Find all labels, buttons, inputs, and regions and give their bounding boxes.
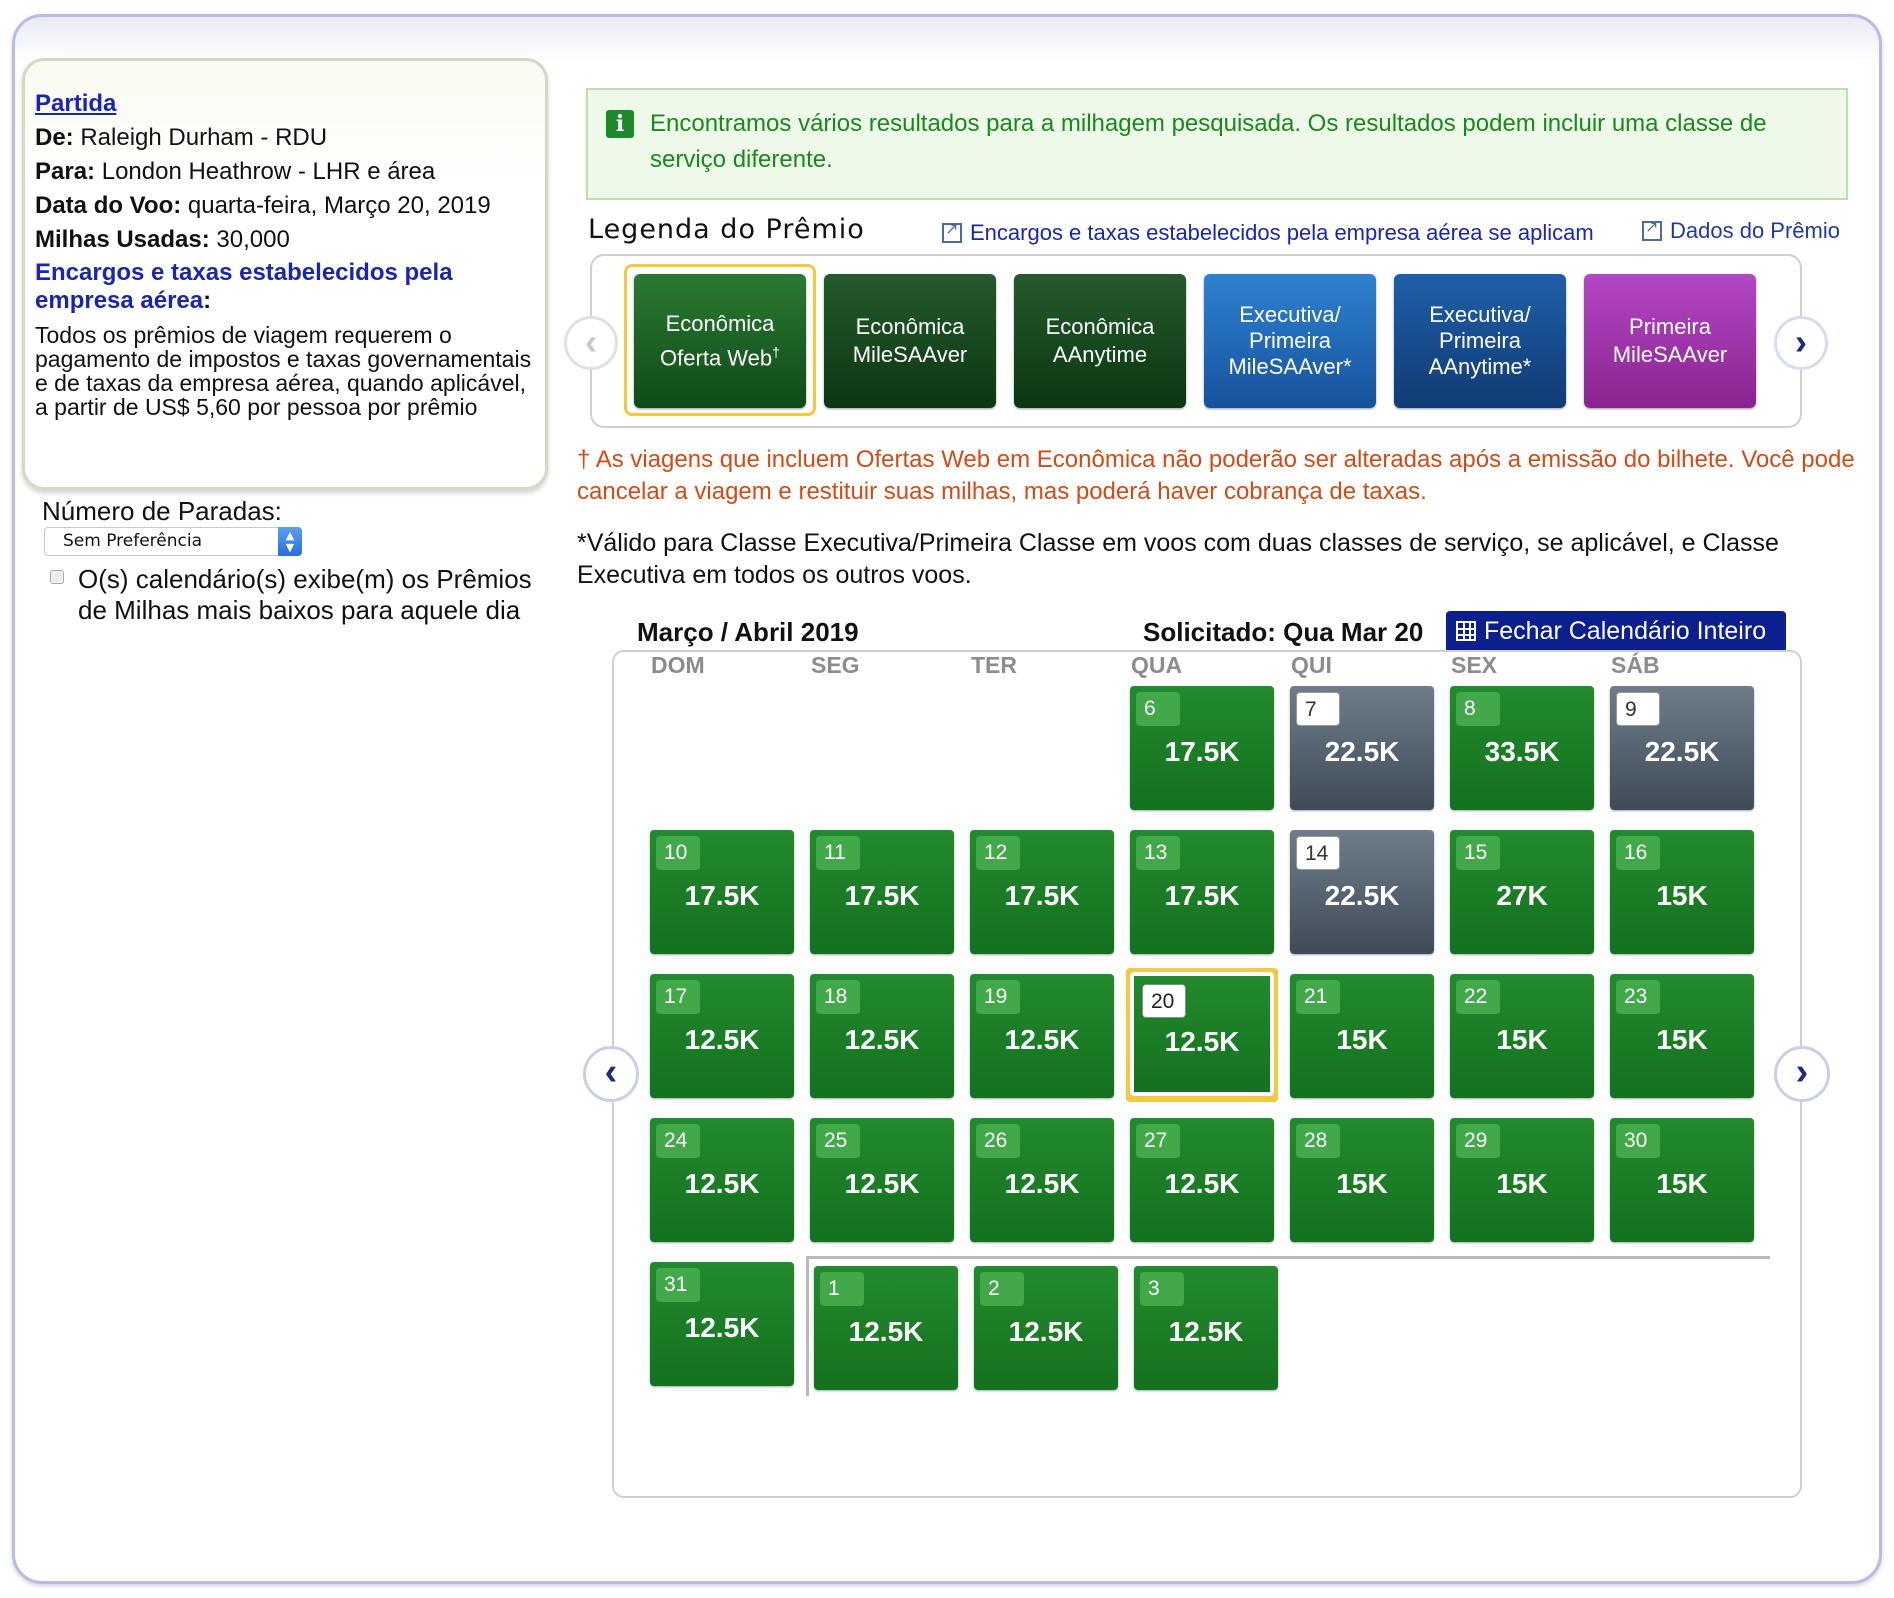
day-miles: 12.5K [844,1168,920,1199]
calendar-day[interactable] [974,1266,1118,1390]
legend-prev-button[interactable] [564,316,618,370]
trip-summary-box [22,58,548,490]
day-number: 8 [1456,692,1500,726]
day-number: 17 [656,980,700,1014]
chevron-right-icon: › [1795,1051,1809,1093]
day-miles: 12.5K [1168,1316,1244,1347]
day-miles: 12.5K [1164,1026,1240,1057]
day-number: 19 [976,980,1020,1014]
day-number: 16 [1616,836,1660,870]
day-miles: 12.5K [684,1312,760,1343]
day-miles: 15K [1496,1024,1548,1055]
award-data-link-text: Dados do Prêmio [1670,218,1840,243]
calendar-day[interactable] [650,974,794,1098]
calendar-day[interactable] [970,830,1114,954]
day-number: 7 [1296,692,1340,726]
day-number: 29 [1456,1124,1500,1158]
award-line: Primeira [1249,328,1331,353]
day-miles: 17.5K [1164,736,1240,767]
day-miles: 12.5K [848,1316,924,1347]
day-miles: 22.5K [1324,736,1400,767]
award-first-milesaaver[interactable] [1584,274,1756,408]
day-number: 26 [976,1124,1020,1158]
stops-selected-value: Sem Preferência [63,531,203,551]
award-economy-web-offer[interactable] [634,274,806,408]
award-line: Econômica [855,314,965,339]
calendar-day[interactable] [814,1266,958,1390]
to-value: London Heathrow - LHR e área [101,158,436,185]
fees-apply-link-text: Encargos e taxas estabelecidos pela empresa aérea se aplicam [970,220,1594,245]
award-line: MileSAAver* [1228,354,1352,379]
weekday-header: DOM [651,652,705,678]
miles-row [35,223,535,257]
calendar-day[interactable] [1610,830,1754,954]
day-number: 12 [976,836,1020,870]
day-number: 21 [1296,980,1340,1014]
day-miles: 12.5K [1004,1168,1080,1199]
day-number: 1 [820,1272,864,1306]
day-number: 9 [1616,692,1660,726]
stops-label: Número de Paradas: [42,496,282,526]
award-line-text: Oferta Web [660,345,773,371]
day-number: 28 [1296,1124,1340,1158]
day-number: 31 [656,1268,700,1302]
day-number: 14 [1296,836,1340,870]
calendar-next-button[interactable] [1774,1046,1830,1102]
chevron-left-icon: ‹ [604,1051,618,1093]
day-miles: 17.5K [1004,880,1080,911]
day-number: 3 [1140,1272,1184,1306]
from-label: De: [35,124,74,151]
calendar-day[interactable] [1610,686,1754,810]
day-miles: 12.5K [1164,1168,1240,1199]
calendar-day[interactable] [1450,974,1594,1098]
to-label: Para: [35,158,96,185]
legend-next-button[interactable] [1774,316,1828,370]
weekday-header: TER [971,652,1017,678]
day-number: 2 [980,1272,1024,1306]
calendar-month-title: Março / Abril 2019 [637,617,859,647]
calendar-day[interactable] [970,1118,1114,1242]
weekday-header: QUA [1131,652,1183,678]
day-number: 24 [656,1124,700,1158]
day-number: 30 [1616,1124,1660,1158]
miles-label: Milhas Usadas: [35,226,210,253]
class-validity-note: *Válido para Classe Executiva/Primeira Classe em voos com duas classes de serviço, se aplicável, e Classe Executiva em todos os outros voos. [577,529,1779,589]
day-miles: 17.5K [844,880,920,911]
day-miles: 12.5K [1008,1316,1084,1347]
date-label: Data do Voo: [35,192,182,219]
calendar-day[interactable] [1450,1118,1594,1242]
calendar-day[interactable] [810,974,954,1098]
day-miles: 15K [1496,1168,1548,1199]
award-line: Executiva/ [1429,302,1531,327]
day-number: 20 [1142,984,1186,1018]
calendar-prev-button[interactable] [583,1046,639,1102]
from-value: Raleigh Durham - RDU [80,124,328,151]
day-miles: 12.5K [684,1168,760,1199]
calendar-note-checkbox[interactable] [50,570,64,584]
calendar-grid-icon [1456,621,1476,641]
calendar-day[interactable] [810,1118,954,1242]
date-row [35,189,535,223]
calendar-day[interactable] [1290,830,1434,954]
award-line: AAnytime [1052,342,1148,367]
award-line: Econômica [1045,314,1155,339]
calendar-day[interactable] [650,1262,794,1386]
day-miles: 15K [1336,1024,1388,1055]
chevron-right-icon: › [1795,321,1807,362]
award-line: Primeira [1629,314,1711,339]
calendar-day[interactable] [1610,1118,1754,1242]
day-miles: 12.5K [1004,1024,1080,1055]
weekday-header: SEG [811,652,860,678]
day-number: 6 [1136,692,1180,726]
calendar-day[interactable] [1290,1118,1434,1242]
fees-title-colon: : [203,287,212,314]
calendar-day[interactable] [1290,686,1434,810]
award-line: Executiva/ [1239,302,1341,327]
calendar-day[interactable] [650,1118,794,1242]
day-number: 18 [816,980,860,1014]
weekday-header: SEX [1451,652,1498,678]
calendar-day[interactable] [1130,1118,1274,1242]
weekday-header: QUI [1291,652,1332,678]
award-line: MileSAAver [852,342,968,367]
day-number: 13 [1136,836,1180,870]
month-divider [806,1256,1770,1259]
close-calendar-button[interactable] [1446,611,1786,651]
day-miles: 12.5K [684,1024,760,1055]
award-economy-aanytime[interactable] [1014,274,1186,408]
day-number: 23 [1616,980,1660,1014]
award-line: Econômica [665,310,775,336]
day-miles: 17.5K [684,880,760,911]
requested-date: Solicitado: Qua Mar 20 [1143,617,1424,647]
day-miles: 22.5K [1644,736,1720,767]
calendar-day[interactable] [1130,686,1274,810]
calendar-day-selected[interactable] [1130,972,1274,1096]
calendar-day[interactable] [970,974,1114,1098]
day-miles: 15K [1336,1168,1388,1199]
info-icon: i [606,110,634,138]
day-number: 11 [816,836,860,870]
calendar-day[interactable] [1450,830,1594,954]
day-miles: 33.5K [1484,736,1560,767]
day-miles: 12.5K [844,1024,920,1055]
departure-link[interactable]: Partida [35,90,117,117]
day-number: 27 [1136,1124,1180,1158]
select-arrows-icon: ▲ ▼ [278,527,302,556]
calendar-day[interactable] [650,830,794,954]
external-link-icon [1642,221,1662,241]
award-line: AAnytime* [1428,354,1532,379]
weekday-header: SÁB [1611,652,1660,678]
award-business-first-aanytime[interactable] [1394,274,1566,408]
award-economy-milesaaver[interactable] [824,274,996,408]
external-link-icon [942,223,962,243]
day-miles: 15K [1656,1168,1708,1199]
day-miles: 22.5K [1324,880,1400,911]
close-calendar-label: Fechar Calendário Inteiro [1484,617,1767,645]
day-number: 25 [816,1124,860,1158]
day-number: 22 [1456,980,1500,1014]
day-miles: 15K [1656,880,1708,911]
date-value: quarta-feira, Março 20, 2019 [187,192,491,219]
legend-title: Legenda do Prêmio [588,214,865,245]
award-line: Primeira [1439,328,1521,353]
web-offer-warning: † As viagens que incluem Ofertas Web em Econômica não poderão ser alteradas após a emissão do bilhete. Você pode cancelar a viagem e restituir suas milhas, mas poderá haver cobrança de taxas. [577,446,1855,505]
miles-value: 30,000 [216,226,290,253]
day-miles: 27K [1496,880,1548,911]
fees-title-text: Encargos e taxas estabelecidos pela empresa aérea [35,259,453,314]
day-number: 10 [656,836,700,870]
fees-text: Todos os prêmios de viagem requerem o pagamento de impostos e taxas governamentais e de taxas da empresa aérea, quando aplicável, a partir de US$ 5,60 por pessoa por prêmio [35,322,532,420]
day-number: 15 [1456,836,1500,870]
results-notice [586,88,1848,200]
calendar-day[interactable] [1134,1266,1278,1390]
fees-apply-link[interactable] [942,220,1594,246]
month-divider [806,1256,809,1396]
chevron-left-icon: ‹ [585,321,597,362]
calendar-note: O(s) calendário(s) exibe(m) os Prêmios de Milhas mais baixos para aquele dia [78,564,532,625]
calendar-day[interactable] [1130,830,1274,954]
calendar-day[interactable] [1610,974,1754,1098]
calendar-day[interactable] [1290,974,1434,1098]
notice-text: Encontramos vários resultados para a milhagem pesquisada. Os resultados podem incluir uma classe de serviço diferente. [650,110,1767,173]
award-data-link[interactable] [1642,218,1840,244]
dagger-mark: † [772,343,780,360]
award-line [660,338,780,372]
from-row [35,121,535,155]
calendar-day[interactable] [810,830,954,954]
calendar-day[interactable] [1450,686,1594,810]
fees-title [35,259,535,315]
to-row [35,155,535,189]
day-miles: 17.5K [1164,880,1240,911]
award-line: MileSAAver [1612,342,1728,367]
day-miles: 15K [1656,1024,1708,1055]
award-business-first-milesaaver[interactable] [1204,274,1376,408]
stops-select[interactable] [44,527,302,556]
